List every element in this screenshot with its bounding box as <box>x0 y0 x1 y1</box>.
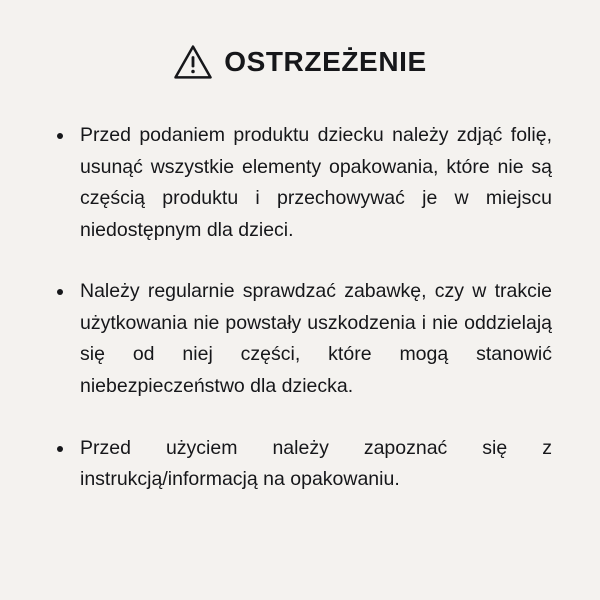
warning-heading <box>38 42 562 82</box>
warning-text-3: Przed użyciem należy zapoznać się z instrukcją/informacją na opakowaniu. <box>80 436 552 491</box>
warning-text-2: Należy regularnie sprawdzać zabawkę, czy w trakcie użytkowania nie powstały uszkodzenia i nie oddzielają się od niej części, które mogą stanowić niebezpieczeństwo dla dziecka. <box>80 280 552 398</box>
page-title: OSTRZEŻENIE <box>224 46 427 77</box>
list-item <box>50 433 552 496</box>
warning-list <box>38 120 562 496</box>
warning-text-1: Przed podaniem produktu dziecku należy zdjąć folię, usunąć wszystkie elementy opakowania, które nie są częścią produktu i przechowywać je w miejscu niedostępnym dla dzieci. <box>80 124 552 241</box>
warning-triangle-icon <box>173 42 213 82</box>
list-item <box>50 120 552 246</box>
list-item <box>50 276 552 402</box>
